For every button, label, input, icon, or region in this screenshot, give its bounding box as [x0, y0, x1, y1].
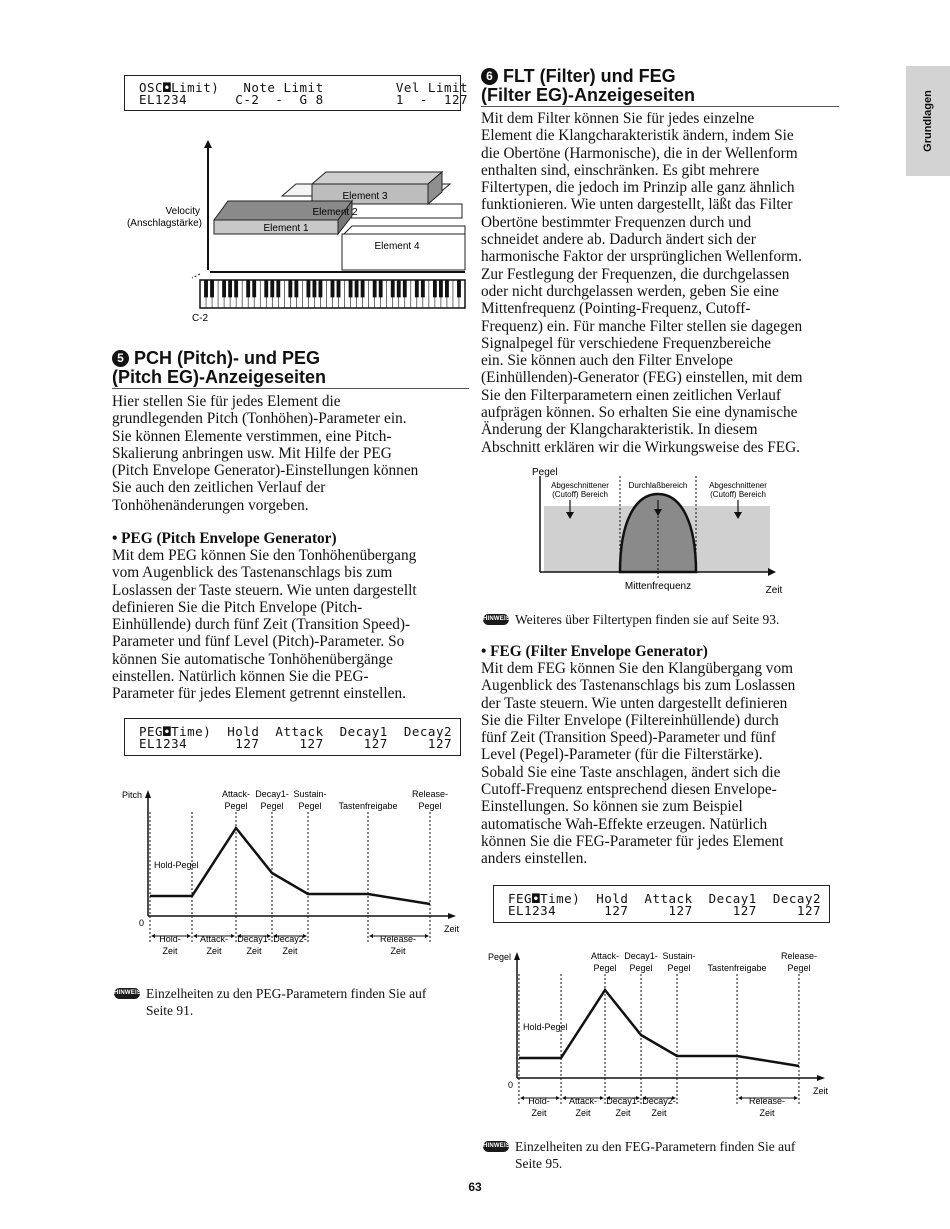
note-line: Einzelheiten zu den PEG-Parametern finden Sie auf — [146, 986, 427, 1001]
black-key — [252, 280, 256, 297]
hold-level-label: Hold-Pegel — [154, 860, 199, 870]
zero-label: 0 — [507, 1080, 513, 1090]
black-key — [234, 280, 238, 297]
bottom-label-line-2: Zeit — [206, 946, 222, 956]
body-line: Änderung der Klangcharakteristik. In diesem — [481, 421, 758, 439]
black-key — [228, 280, 232, 297]
body-line: Augenblick des Tastenanschlags bis zum Loslassen — [481, 677, 796, 695]
section-side-tab — [906, 66, 950, 176]
arrow-head — [231, 934, 235, 938]
bottom-label-line-1: Attack- — [568, 1096, 598, 1106]
body-line: Frequenz) ein. Für manche Filter stellen sie dagegen — [481, 317, 803, 335]
body-line: Tonhöhenänderungen vorgeben. — [112, 496, 309, 514]
lcd-line-1: FEG◘Time) Hold Attack Decay1 Decay2 — [508, 891, 821, 906]
black-key — [415, 280, 419, 297]
body-line: automatische Wah-Effekte erzeugen. Natürlich — [481, 815, 768, 833]
black-key — [379, 280, 383, 297]
body-line: können Sie automatische Tonhöhenübergänge — [112, 650, 393, 668]
body-line: (Pitch Envelope Generator)-Einstellungen können — [112, 462, 419, 480]
arrow-head — [193, 934, 197, 938]
bottom-label-line-1: Decay1- — [237, 934, 271, 944]
feg-body — [481, 660, 861, 868]
body-line: Mit dem PEG können Sie den Tonhöhenübergang — [112, 547, 417, 564]
peg-subheading: • PEG (Pitch Envelope Generator) — [112, 530, 337, 547]
body-line: enthalten sind, einschränken. Es gibt mehrere — [481, 161, 760, 179]
top-label-line-2: Pegel — [593, 963, 617, 973]
body-line: Einstellungen. So können sie zum Beispiel — [481, 798, 743, 816]
body-line: Parameter und fünf Level (Pitch)-Parameter. So — [112, 633, 405, 651]
section-6-title-line-1: FLT (Filter) und FEG — [503, 66, 676, 86]
body-line: grundlegenden Pitch (Tonhöhen)-Parameter ein. — [112, 410, 407, 428]
body-line: Obertöne bestimmter Frequenzen durch und — [481, 213, 752, 231]
top-label-line-2: Pegel — [418, 801, 442, 811]
note-line: Seite 95. — [515, 1156, 563, 1171]
body-line: anders einstellen. — [481, 850, 588, 868]
env-x-label: Zeit — [813, 1086, 829, 1096]
body-line: ein. Sie können auch den Filter Envelope — [481, 352, 733, 370]
lcd-feg-time — [493, 885, 830, 923]
body-line: Sie den Filterparametern einen zeitlichen Verlauf — [481, 386, 782, 404]
filter-type-note: Weiteres über Filtertypen finden sie auf Seite 93. — [515, 612, 780, 627]
filter-y-label: Pegel — [532, 467, 558, 478]
arrow-head — [520, 1096, 524, 1100]
element-1-label: Element 1 — [263, 223, 309, 234]
filter-diagram — [520, 462, 790, 598]
bottom-label-line-1: Decay2- — [642, 1096, 676, 1106]
body-line: harmonische Faktor der ursprünglichen Wellenform. — [481, 248, 802, 266]
body-line: einstellen. Natürlich können Sie die PEG- — [112, 668, 369, 686]
body-line: Mit dem Filter können Sie für jedes einzelne — [481, 110, 755, 127]
top-label-line-1: Sustain- — [662, 951, 696, 961]
black-key — [361, 280, 365, 297]
black-key — [403, 280, 407, 297]
body-line: Sobald Sie eine Taste anschlagen, ändert sich die — [481, 763, 781, 781]
body-line: schneidet andere ab. Dadurch ändert sich der — [481, 231, 756, 249]
arrow-head — [600, 1096, 604, 1100]
filter-x-label: Zeit — [765, 585, 783, 596]
lcd-line-2: EL1234 127 127 127 127 — [139, 736, 452, 751]
body-line: definieren Sie die Pitch Envelope (Pitch- — [112, 598, 363, 616]
velocity-range-diagram — [120, 138, 470, 328]
bottom-label-line-1: Decay2- — [273, 934, 307, 944]
top-label-line-2: Pegel — [224, 801, 248, 811]
black-key — [222, 280, 226, 297]
element-4-box — [342, 234, 465, 270]
black-key — [288, 280, 292, 297]
lcd-osc-limit — [124, 75, 469, 111]
section-6-title-line-2: (Filter EG)-Anzeigeseiten — [481, 85, 696, 105]
body-line: der Taste steuern. Wie unten dargestellt definieren — [481, 694, 788, 712]
element-3-label: Element 3 — [342, 191, 388, 202]
black-key — [313, 280, 317, 297]
bottom-label-line-2: Zeit — [390, 946, 406, 956]
hinweis-icon: HINWEIS — [483, 614, 509, 625]
section-5-number: 5 — [112, 350, 129, 367]
env-x-label: Zeit — [444, 924, 460, 934]
black-key — [270, 280, 274, 297]
bottom-label-line-2: Zeit — [282, 946, 298, 956]
bottom-label-line-1: Release- — [379, 934, 417, 944]
body-line: Element die Klangcharakteristik ändern, indem Sie — [481, 127, 794, 145]
black-key — [445, 280, 449, 297]
section-6-rule — [481, 106, 839, 107]
y-axis-arrow — [514, 952, 520, 960]
body-line: funktionieren. Wie unten dargestellt, läßt das Filter — [481, 196, 793, 214]
bottom-label-line-2: Zeit — [246, 946, 262, 956]
lcd-line-1: PEG◘Time) Hold Attack Decay1 Decay2 — [139, 724, 452, 739]
top-label-line-1: Tastenfreigabe — [338, 801, 398, 811]
bottom-label-line-2: Zeit — [759, 1108, 775, 1118]
feg-note — [515, 1138, 875, 1172]
black-key — [337, 280, 341, 297]
black-key — [433, 280, 437, 297]
black-key — [349, 280, 353, 297]
top-label-line-1: Decay1- — [255, 789, 289, 799]
black-key — [355, 280, 359, 297]
hold-level-label: Hold-Pegel — [523, 1022, 568, 1032]
bottom-label-line-2: Zeit — [575, 1108, 591, 1118]
black-key — [439, 280, 443, 297]
section-5-rule — [112, 388, 469, 389]
body-line: Mittenfrequenz (Pointing-Frequenz, Cutoff- — [481, 300, 751, 318]
lowest-key-label: C-2 — [191, 313, 209, 324]
lcd-peg-time — [124, 718, 461, 756]
keyboard-graphic — [200, 280, 465, 308]
black-key — [319, 280, 323, 297]
top-label-line-2: Pegel — [667, 963, 691, 973]
black-key — [421, 280, 425, 297]
feg-subheading: • FEG (Filter Envelope Generator) — [481, 643, 708, 660]
peg-envelope-diagram — [112, 786, 472, 966]
body-line: oder nicht durchgelassen werden, geben Sie eine — [481, 282, 779, 300]
black-key — [204, 280, 208, 297]
env-y-label: Pitch — [121, 790, 142, 800]
section-5-heading — [112, 349, 472, 387]
note-line: Seite 91. — [146, 1003, 194, 1018]
page-number: 63 — [468, 1180, 482, 1194]
arrow-head — [738, 1096, 742, 1100]
black-key — [246, 280, 250, 297]
env-y-label: Pegel — [487, 952, 511, 962]
body-line: Sie auch den zeitlichen Verlauf der — [112, 479, 326, 497]
filter-left-label-1: Abgeschnittener — [551, 481, 609, 490]
feg-envelope-diagram — [481, 948, 841, 1128]
top-label-line-2: Pegel — [260, 801, 284, 811]
black-key — [210, 280, 214, 297]
body-line: Skalierung anbringen usw. Mit Hilfe der PEG — [112, 444, 392, 462]
body-line: Cutoff-Frequenz entsprechend diesen Envelope- — [481, 781, 777, 799]
body-line: Abschnitt erklären wir die Wirkungsweise des FEG. — [481, 438, 800, 456]
black-key — [264, 280, 268, 297]
top-label-line-1: Release- — [780, 951, 818, 961]
arrow-head — [369, 934, 373, 938]
black-key — [276, 280, 280, 297]
black-key — [457, 280, 461, 297]
arrow-head — [556, 1096, 560, 1100]
lcd-line-2: EL1234 C-2 - G 8 1 - 127 — [139, 92, 469, 107]
section-5-title-line-2: (Pitch EG)-Anzeigeseiten — [112, 367, 327, 387]
section-5-body — [112, 393, 472, 514]
arrow-head — [425, 934, 429, 938]
peg-note — [146, 985, 476, 1019]
top-label-line-1: Sustain- — [293, 789, 327, 799]
velocity-axis-sublabel: (Anschlagstärke) — [126, 218, 202, 229]
body-line: Mit dem FEG können Sie den Klangübergang vom — [481, 660, 793, 677]
body-line: Hier stellen Sie für jedes Element die — [112, 393, 341, 410]
top-label-line-1: Attack- — [590, 951, 620, 961]
body-line: Sie die Filter Envelope (Filtereinhüllende) durch — [481, 711, 779, 729]
section-5-title-line-1: PCH (Pitch)- und PEG — [134, 348, 320, 368]
element-2-label: Element 2 — [312, 207, 358, 218]
filter-right-label-2: (Cutoff) Bereich — [710, 490, 766, 499]
bottom-label-line-2: Zeit — [531, 1108, 547, 1118]
body-line: Filtertypen, die jedoch im Prinzip alle ganz ähnlich — [481, 179, 795, 197]
bottom-label-line-1: Hold- — [159, 934, 181, 944]
section-6-body — [481, 110, 861, 456]
filter-left-label-2: (Cutoff) Bereich — [552, 490, 608, 499]
section-6-number: 6 — [481, 68, 498, 85]
black-key — [294, 280, 298, 297]
bottom-label-line-2: Zeit — [162, 946, 178, 956]
x-axis-arrow — [817, 1075, 825, 1081]
black-key — [397, 280, 401, 297]
zero-label: 0 — [138, 918, 144, 928]
hinweis-icon: HINWEIS — [483, 1141, 509, 1152]
arrow-head — [187, 934, 191, 938]
arrow-head — [151, 934, 155, 938]
black-key — [306, 280, 310, 297]
lcd-line-1: OSC◘Limit) Note Limit Vel Limit — [139, 80, 469, 95]
body-line: Parameter für jedes Element getrennt einstellen. — [112, 685, 406, 703]
hinweis-icon: HINWEIS — [114, 988, 140, 999]
body-line: Loslassen der Taste steuern. Wie unten dargestellt — [112, 581, 417, 599]
note-line: Einzelheiten zu den FEG-Parametern finden Sie auf — [515, 1139, 796, 1154]
body-line: die Obertöne (Harmonische), die in der Wellenform — [481, 144, 798, 162]
body-line: aufprägen können. So erhalten Sie eine dynamische — [481, 404, 798, 422]
top-label-line-2: Pegel — [787, 963, 811, 973]
body-line: können Sie die FEG-Parameter für jedes Element — [481, 832, 784, 850]
filter-mid-label: Mittenfrequenz — [624, 581, 692, 592]
bottom-label-line-1: Hold- — [528, 1096, 550, 1106]
filter-center-label: Durchlaßbereich — [628, 481, 688, 490]
body-line: Signalpegel für verschiedene Frequenzbereiche — [481, 334, 772, 352]
bottom-label-line-2: Zeit — [651, 1108, 667, 1118]
body-line: fünf Zeit (Transition Speed)-Parameter und fünf — [481, 729, 776, 747]
top-label-line-1: Decay1- — [624, 951, 658, 961]
body-line: Zur Festlegung der Frequenzen, die durchgelassen — [481, 265, 790, 283]
top-label-line-1: Tastenfreigabe — [707, 963, 767, 973]
velocity-axis-label: Velocity — [165, 206, 200, 217]
black-key — [391, 280, 395, 297]
top-label-line-1: Release- — [411, 789, 449, 799]
bottom-label-line-1: Attack- — [199, 934, 229, 944]
filter-right-label-1: Abgeschnittener — [709, 481, 767, 490]
element-4-label: Element 4 — [374, 241, 420, 252]
body-line: Einhüllende) durch fünf Zeit (Transition Speed)- — [112, 616, 411, 634]
top-label-line-2: Pegel — [629, 963, 653, 973]
body-line: (Einhüllenden)-Generator (FEG) einstellen, mit dem — [481, 369, 803, 387]
y-axis-arrow — [145, 790, 151, 798]
bottom-label-line-1: Release- — [748, 1096, 786, 1106]
body-line: Level (Pegel)-Parameter (für die Filterstärke). — [481, 746, 763, 764]
arrow-head — [794, 1096, 798, 1100]
top-label-line-1: Attack- — [221, 789, 251, 799]
black-key — [373, 280, 377, 297]
top-label-line-2: Pegel — [298, 801, 322, 811]
lcd-line-2: EL1234 127 127 127 127 — [508, 903, 821, 918]
bottom-label-line-1: Decay1- — [606, 1096, 640, 1106]
section-6-heading — [481, 67, 881, 105]
black-key — [331, 280, 335, 297]
x-axis-arrow — [448, 913, 456, 919]
bottom-label-line-2: Zeit — [615, 1108, 631, 1118]
arrow-head — [562, 1096, 566, 1100]
body-line: vom Augenblick des Tastenanschlags bis zum — [112, 564, 393, 582]
body-line: Sie können Elemente verstimmen, eine Pitch- — [112, 427, 392, 445]
peg-body — [112, 547, 472, 703]
side-tab-label: Grundlagen — [922, 90, 934, 152]
